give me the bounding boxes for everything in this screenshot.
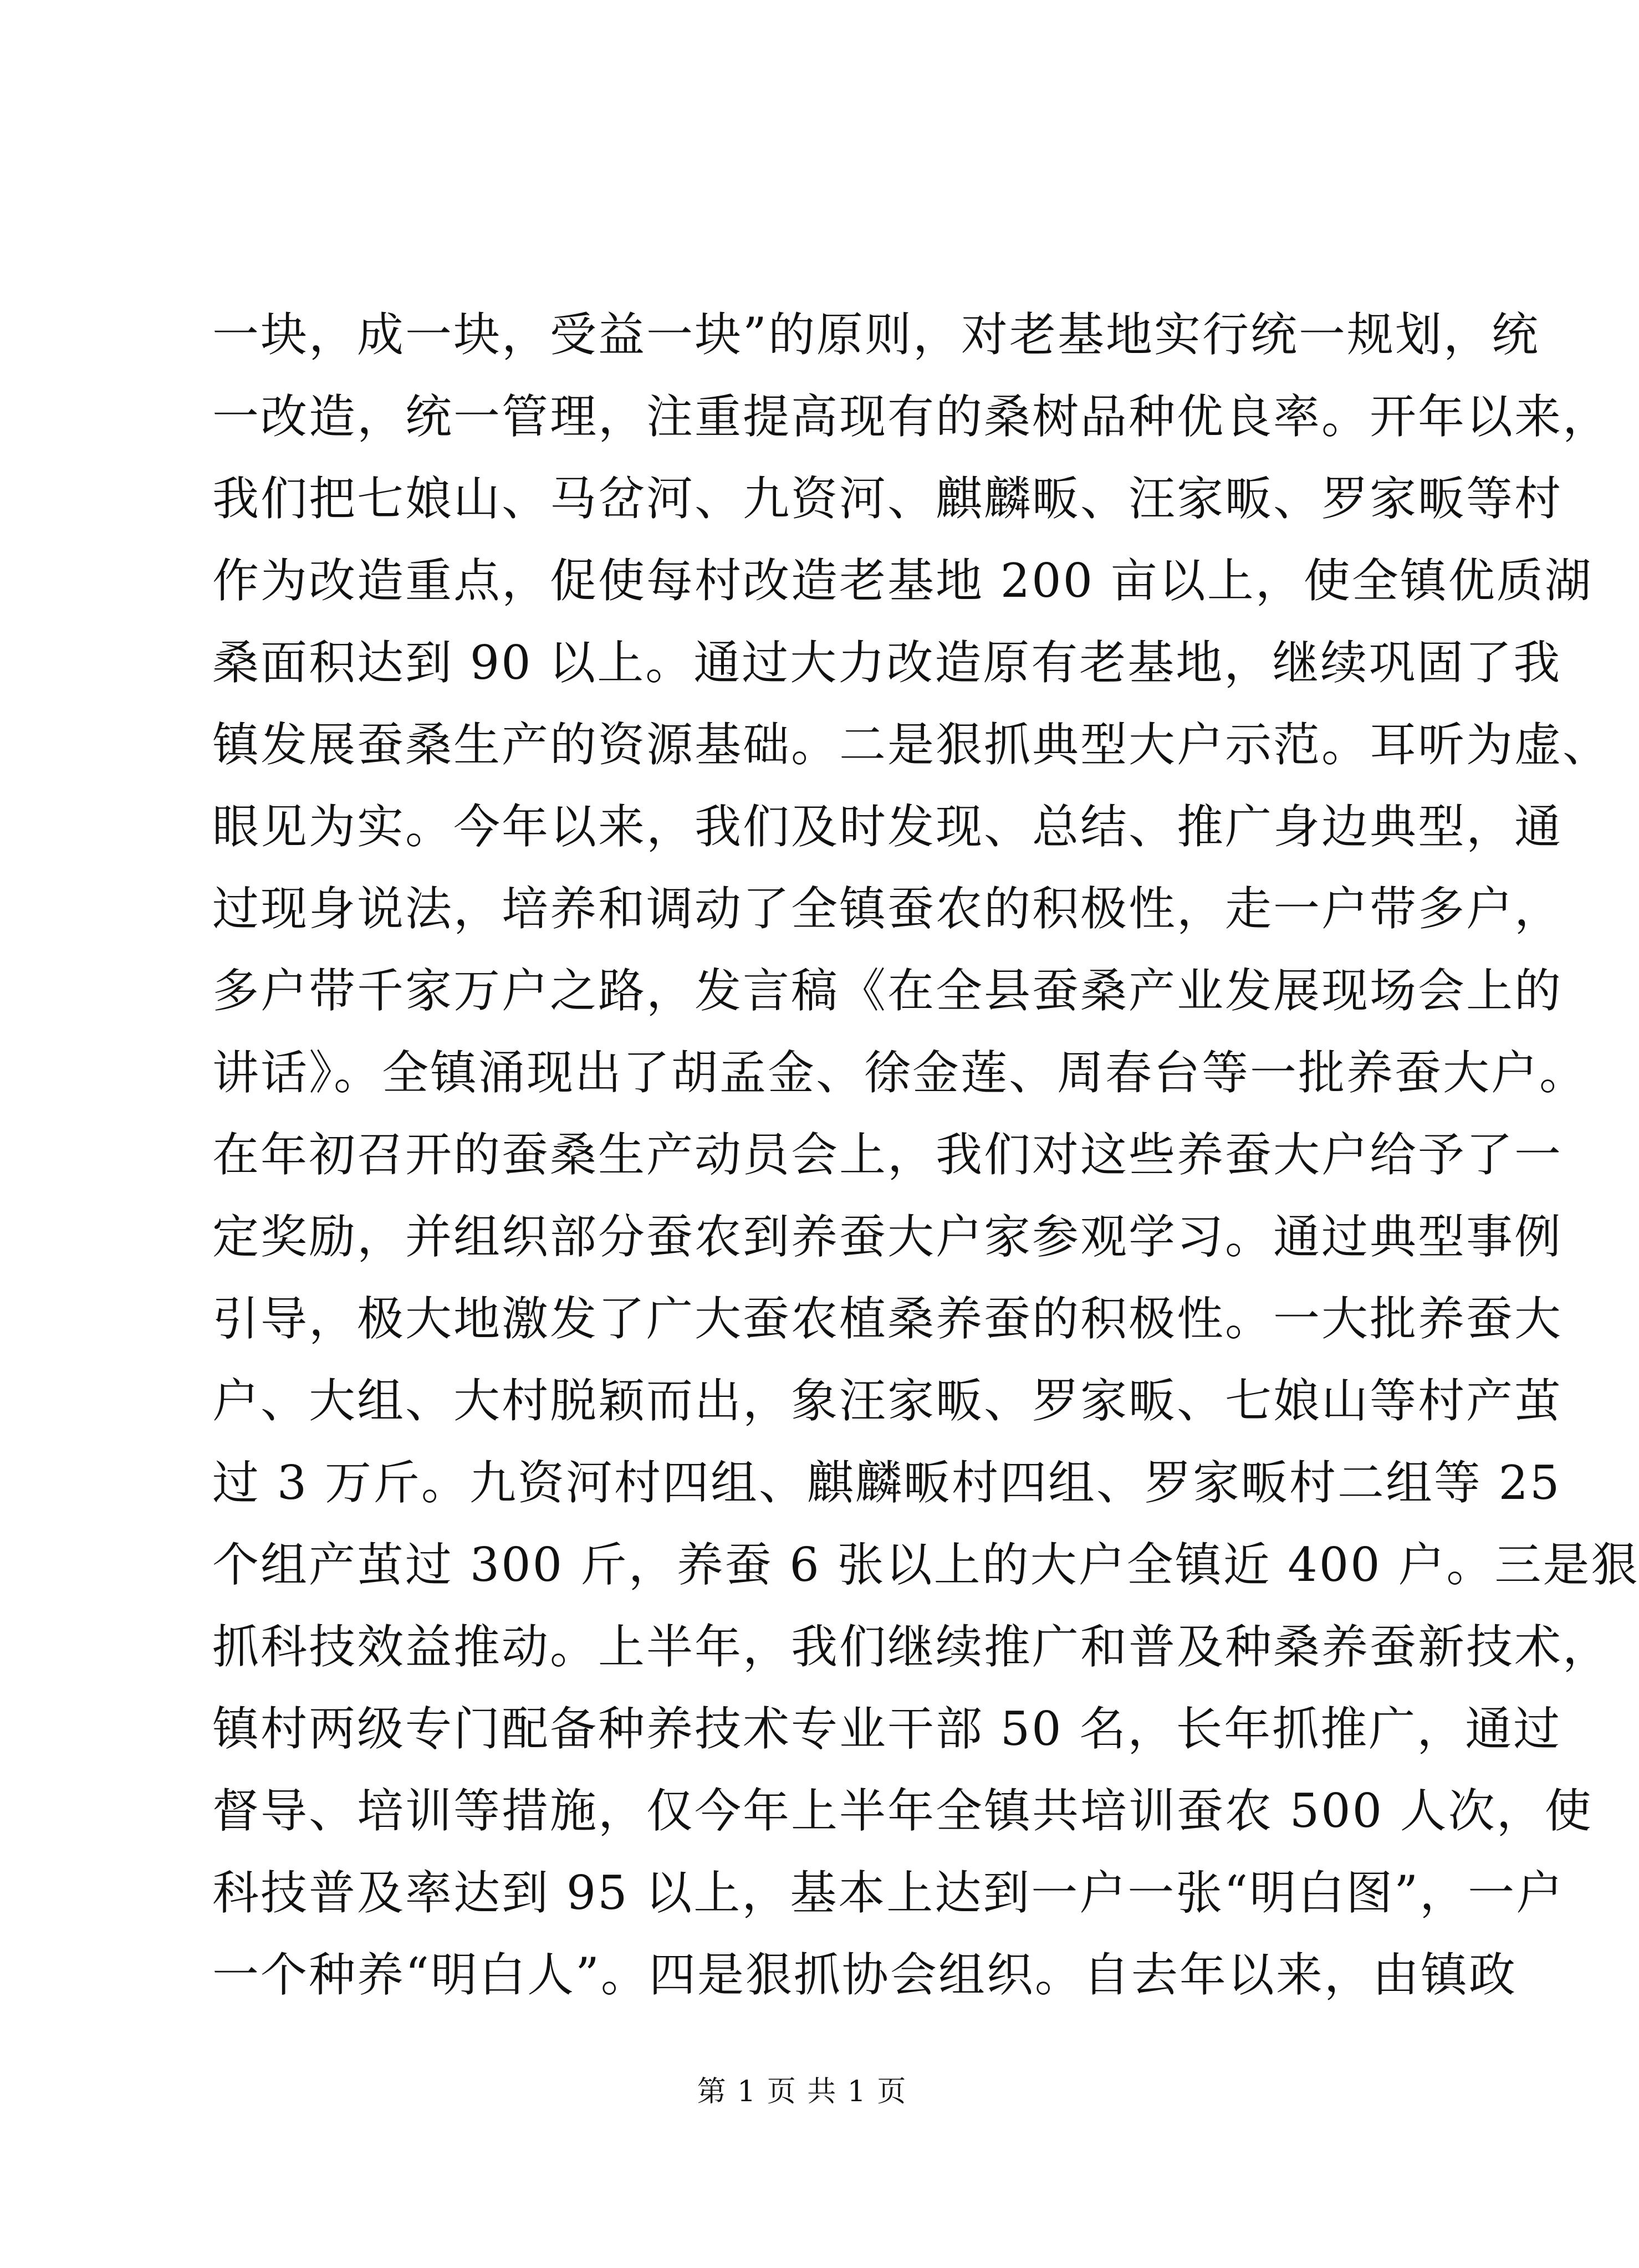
- text-line: 引导，极大地激发了广大蚕农植桑养蚕的积极性。一大批养蚕大: [212, 1292, 1563, 1346]
- text-line: 科技普及率达到 95 以上，基本上达到一户一张“明白图”，一户: [212, 1866, 1565, 1920]
- text-line: 抓科技效益推动。上半年，我们继续推广和普及种桑养蚕新技术，: [212, 1620, 1611, 1674]
- text-line: 我们把七娘山、马岔河、九资河、麒麟畈、汪家畈、罗家畈等村: [212, 472, 1563, 526]
- text-line: 一改造，统一管理，注重提高现有的桑树品种优良率。开年以来，: [212, 390, 1611, 444]
- text-line: 眼见为实。今年以来，我们及时发现、总结、推广身边典型，通: [212, 800, 1563, 854]
- text-line: 桑面积达到 90 以上。通过大力改造原有老基地，继续巩固了我: [212, 636, 1562, 690]
- text-line: 在年初召开的蚕桑生产动员会上，我们对这些养蚕大户给予了一: [212, 1128, 1563, 1182]
- text-line: 个组产茧过 300 斤，养蚕 6 张以上的大户全镇近 400 户。三是狠: [212, 1538, 1639, 1592]
- text-line: 多户带千家万户之路，发言稿《在全县蚕桑产业发展现场会上的: [212, 964, 1563, 1018]
- text-line: 户、大组、大村脱颖而出，象汪家畈、罗家畈、七娘山等村产茧: [212, 1374, 1563, 1428]
- text-line: 过现身说法，培养和调动了全镇蚕农的积极性，走一户带多户，: [212, 882, 1563, 936]
- text-line: 讲话》。全镇涌现出了胡孟金、徐金莲、周春台等一批养蚕大户。: [212, 1046, 1588, 1100]
- text-line: 定奖励，并组织部分蚕农到养蚕大户家参观学习。通过典型事例: [212, 1210, 1563, 1264]
- text-line: 过 3 万斤。九资河村四组、麒麟畈村四组、罗家畈村二组等 25: [212, 1456, 1561, 1510]
- text-line: 镇村两级专门配备种养技术专业干部 50 名，长年抓推广，通过: [212, 1702, 1562, 1756]
- text-line: 一个种养“明白人”。四是狠抓协会组织。自去年以来，由镇政: [212, 1948, 1517, 2002]
- text-line: 一块，成一块，受益一块”的原则，对老基地实行统一规划，统: [212, 308, 1540, 362]
- text-line: 镇发展蚕桑生产的资源基础。二是狠抓典型大户示范。耳听为虚、: [212, 718, 1611, 772]
- page-footer: [0, 2072, 1604, 2111]
- text-line: 督导、培训等措施，仅今年上半年全镇共培训蚕农 500 人次，使: [212, 1784, 1593, 1838]
- page-number-label: 第 1 页 共 1 页: [697, 2075, 907, 2108]
- text-line: 作为改造重点，促使每村改造老基地 200 亩以上，使全镇优质湖: [212, 554, 1593, 608]
- body-text: [212, 294, 1639, 2016]
